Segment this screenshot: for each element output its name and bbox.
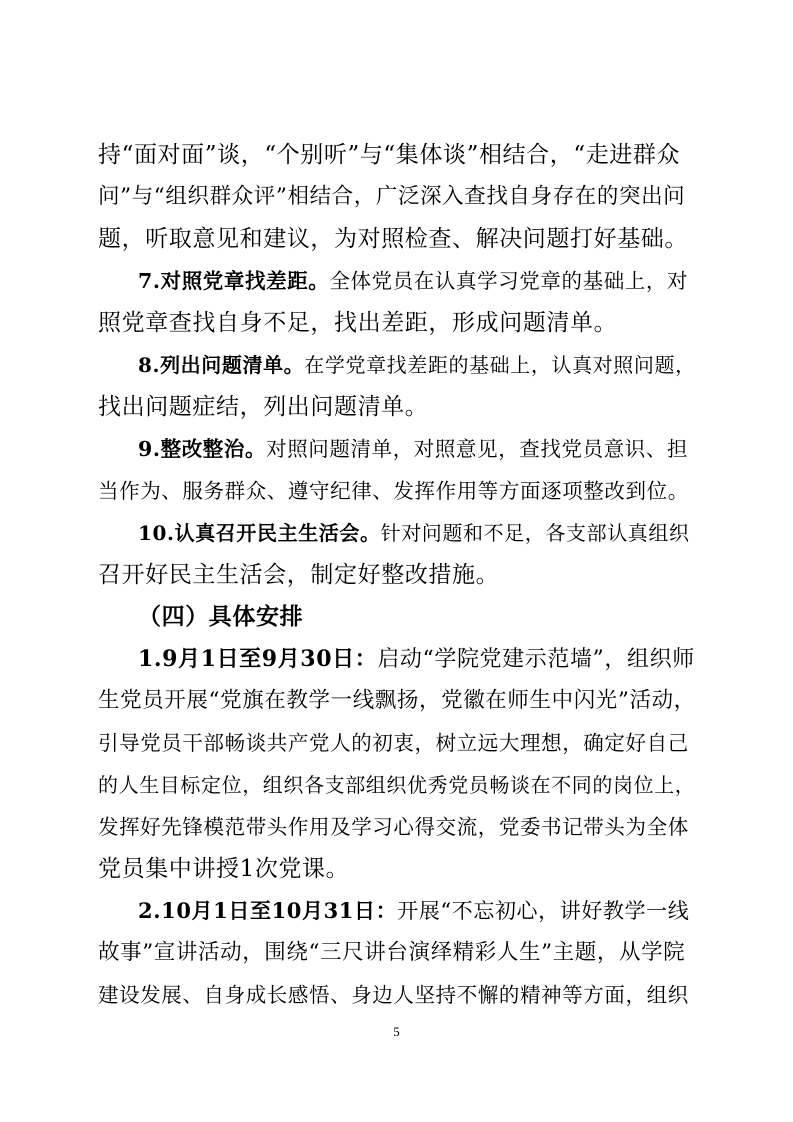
body-text-line: 党员集中讲授1次党课。	[98, 856, 350, 882]
body-text-line: 找出问题症结，列出问题清单。	[98, 394, 429, 420]
date-range: 2.10月1日至10月31日：	[138, 898, 398, 923]
section-item-7: 7.对照党章找差距。全体党员在认真学习党章的基础上，对	[138, 269, 689, 293]
body-text-line: 召开好民主生活会，制定好整改措施。	[98, 562, 500, 588]
body-text-line: 生党员开展“党旗在教学一线飘扬，党徽在师生中闪光”活动，	[98, 688, 696, 713]
subsection-title: （四）具体安排	[138, 603, 304, 630]
item-heading: 10.认真召开民主生活会。	[138, 521, 381, 545]
item-heading: 9.整改整治。	[138, 437, 267, 461]
body-text-line: 当作为、服务群众、遵守纪律、发挥作用等方面逐项整改到位。	[98, 479, 689, 503]
body-text-line: 故事”宣讲活动，围绕“三尺讲台演绎精彩人生”主题，从学院	[98, 940, 686, 965]
item-heading: 7.对照党章找差距。	[138, 269, 330, 293]
body-text-line: 的人生目标定位，组织各支部组织优秀党员畅谈在不同的岗位上，	[98, 773, 696, 797]
schedule-item-1: 1.9月1日至9月30日：启动“学院党建示范墙”，组织师	[138, 646, 695, 672]
schedule-item-2: 2.10月1日至10月31日：开展“不忘初心，讲好教学一线	[138, 898, 690, 923]
section-heading	[138, 597, 698, 637]
item-heading: 8.列出问题清单。	[138, 353, 305, 377]
page-number: 5	[393, 1024, 400, 1039]
section-item-10: 10.认真召开民主生活会。针对问题和不足，各支部认真组织	[138, 521, 690, 545]
date-range: 1.9月1日至9月30日：	[138, 646, 378, 672]
body-text-line: 建设发展、自身成长感悟、身边人坚持不懈的精神等方面，组织	[98, 983, 689, 1007]
section-item-8: 8.列出问题清单。在学党章找差距的基础上，认真对照问题，	[138, 353, 696, 377]
body-text-line: 持“面对面”谈，“个别听”与“集体谈”相结合，“走进群众	[98, 142, 681, 168]
body-text-line: 题，听取意见和建议，为对照检查、解决问题打好基础。	[98, 226, 688, 252]
body-text-line: 问”与“组织群众评”相结合，广泛深入查找自身存在的突出问	[98, 184, 686, 209]
body-text-line: 照党章查找自身不足，找出差距，形成问题清单。	[98, 310, 618, 336]
body-text-line: 引导党员干部畅谈共产党人的初衷，树立远大理想，确定好自己	[98, 731, 689, 755]
body-text-line: 发挥好先锋模范带头作用及学习心得交流，党委书记带头为全体	[98, 815, 689, 839]
section-item-9: 9.整改整治。对照问题清单，对照意见，查找党员意识、担	[138, 437, 689, 461]
